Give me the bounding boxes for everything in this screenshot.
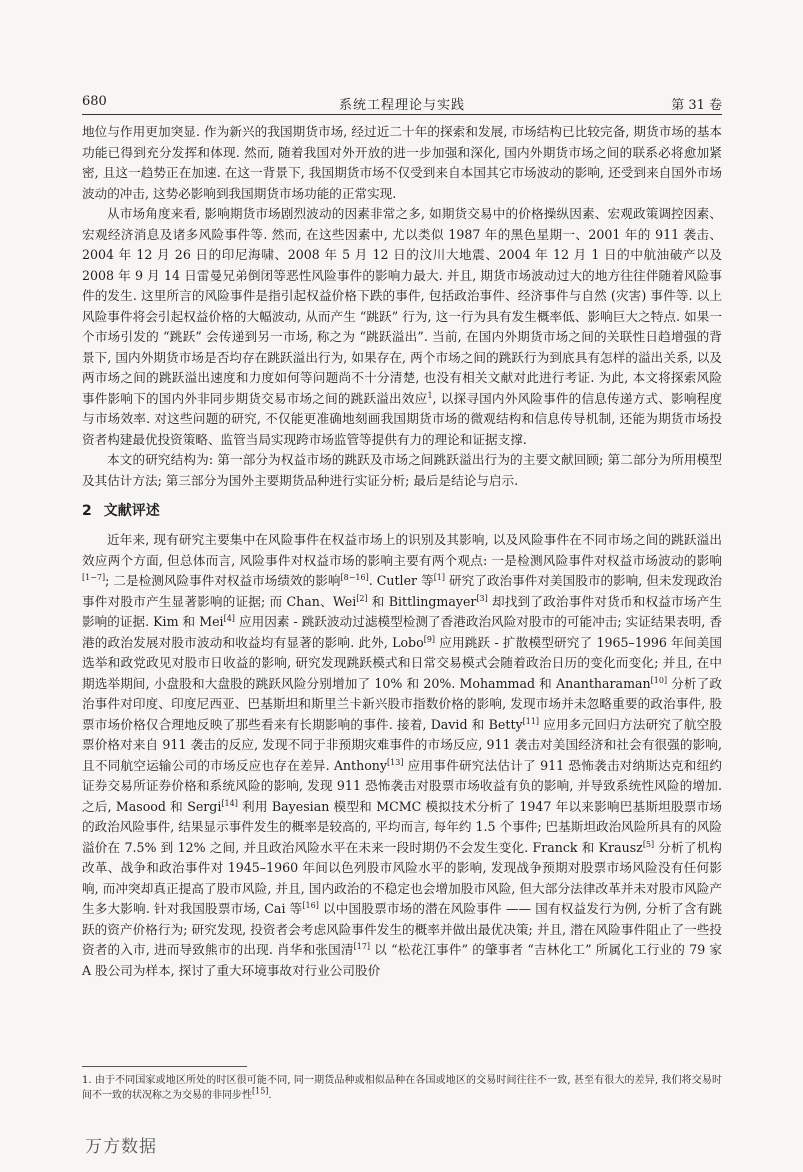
citation[interactable]: [3] <box>476 593 488 603</box>
citation[interactable]: [8−16] <box>340 572 369 582</box>
section-title: 文献评述 <box>103 503 160 519</box>
citation[interactable]: [13] <box>387 757 404 767</box>
paragraph-structure: 本文的研究结构为: 第一部分为权益市场的跳跃及市场之间跳跃溢出行为的主要文献回顾; 第二部分为所用模型及其估计方法; 第三部分为国外主要期货品种进行实证分析; 最后是结论与启示. <box>82 452 722 488</box>
citation[interactable]: [2] <box>356 593 368 603</box>
paragraph-text: 利用 Bayesian 模型和 MCMC 模拟技术分析了 1947 年以来影响巴基斯坦股票市场的政治风险事件, 结果显示事件发生的概率是较高的, 平均而言, 每年约 1.5 个事件; 巴基斯坦政治风险所具有的风险溢价在 7.5% 到 12% 之间, 并且政治风险水平在未来一段时期仍不会发生变化. Franck 和 Krausz <box>82 798 722 855</box>
section-heading <box>82 500 722 522</box>
paragraph-market-perspective <box>82 204 722 450</box>
citation[interactable]: [14] <box>221 798 238 808</box>
citation[interactable]: [4] <box>223 613 235 623</box>
watermark-logo: 万方数据 <box>85 1137 157 1157</box>
volume-label: 第 31 卷 <box>671 98 722 113</box>
paragraph-text: 从市场角度来看, 影响期货市场剧烈波动的因素非常之多, 如期货交易中的价格操纵因素、宏观政策调控因素、宏观经济消息及诸多风险事件等. 然而, 在这些因素中, 尤以类似 1987 年的黑色星期一、2001 年的 911 袭击、2004 年 12 月 26 日的印尼海啸、2008 年 5 月 12 日的汶川大地震、2004 年 12 月 1 日的中航油破产以及 2008 年 9 月 14 日雷曼兄弟倒闭等恶性风险事件的影响力最大. 并且, 期货市场波动过大的地方往往伴随着风险事件的发生. 这里所言的风险事件是指引起权益价格下跌的事件, 包括政治事件、经济事件与自然 (灾害) 事件等. 以上风险事件将会引起权益价格的大幅波动, 从而产生 “跳跃” 行为, 这一行为具有发生概率低、影响巨大之特点. 如果一个市场引发的 “跳跃” 会传递到另一市场, 称之为 “跳跃溢出”. 当前, 在国内外期货市场之间的关联性日趋增强的背景下, 国内外期货市场是否均存在跳跃溢出行为, 如果存在, 两个市场之间的跳跃行为到底具有怎样的溢出关系, 以及两市场之间的跳跃溢出速度和力度如何等问题尚不十分清楚, 也没有相关文献对此进行考证. 为此, 本文将探索风险事件影响下的国内外非同步期货交易市场之间的跳跃溢出效应 <box>82 206 722 406</box>
footnote <box>82 1073 722 1103</box>
page-number: 680 <box>82 94 107 109</box>
citation[interactable]: [10] <box>650 675 668 685</box>
paragraph-text: 分析了政治事件对印度、印度尼西亚、巴基斯坦和斯里兰卡新兴股市指数价格的影响, 发现市场并未忽略重要的政治事件, 股票市场价格仅合理地反映了那些看来有长期影响的事件. 接着, David 和 Betty <box>82 675 722 732</box>
running-header <box>82 92 722 115</box>
citation[interactable]: [16] <box>302 900 319 910</box>
citation[interactable]: [15] <box>252 1086 269 1096</box>
paragraph-text: 和 Bittlingmayer <box>367 593 477 609</box>
paragraph-literature-review <box>82 530 722 981</box>
footnote-text: 1. 由于不同国家或地区所处的时区很可能不同, 同一期货品种或相似品种在各国或地区的交易时间往往不一致, 甚至有很大的差异, 我们将交易时间不一致的状况称之为交易的非同步性 <box>82 1075 722 1101</box>
footnote-marker[interactable]: 1 <box>427 390 433 400</box>
paragraph-text: 研究了政治事件对美国股市的影响, 但未发现政治事件对股市产生显著影响的证据; 而 Chan、Wei <box>82 573 722 609</box>
citation[interactable]: [5] <box>642 839 655 849</box>
paragraph-text: , 以探寻国内外风险事件的信息传递方式、影响程度与市场效率. 对这些问题的研究, 不仅能更准确地刻画我国期货市场的微观结构和信息传导机制, 还能为期货市场投资者构建最优投资策略、监管当局实现跨市场监管等提供有力的理论和证据支撑. <box>82 390 722 447</box>
citation[interactable]: [11] <box>522 716 540 726</box>
paragraph-text: ; 二是检测风险事件对权益市场绩效的影响 <box>105 573 341 588</box>
citation[interactable]: [17] <box>353 941 371 951</box>
paragraph-intro-continued: 地位与作用更加突显. 作为新兴的我国期货市场, 经过近二十年的探索和发展, 市场结构已比较完备, 期货市场的基本功能已得到充分发挥和体现. 然而, 随着我国对外开放的进一步加强和深化, 国内外期货市场之间的联系必将愈加紧密, 且这一趋势正在加速. 在这一背景下, 我国期货市场不仅受到来自本国其它市场波动的影响, 还受到来自国外市场波动的冲击, 这势必影响到我国期货市场功能的正常实现. <box>82 124 722 201</box>
article-body <box>82 122 722 981</box>
paragraph-text: 应用事件研究法估计了 911 恐怖袭击对纳斯达克和纽约证券交易所证券价格和系统风险的影响, 发现 911 恐怖袭击对股票市场收益有负的影响, 并导致系统性风险的增加. 之后, Masood 和 Sergi <box>82 757 722 814</box>
footnote-text: . <box>268 1090 272 1101</box>
footnote-divider <box>82 1066 247 1067</box>
citation[interactable]: [1−7] <box>82 572 106 582</box>
paragraph-text: 分析了机构改革、战争和政治事件对 1945–1960 年间以色列股市风险水平的影响, 发现战争预期对股票市场风险没有任何影响, 而冲突却真正提高了股市风险, 并且, 国内政治的不稳定也会增加股市风险, 但大部分法律改革并未对股市风险产生多大影响. 针对我国股票市场, Cai 等 <box>82 839 722 916</box>
paragraph-text: 近年来, 现有研究主要集中在风险事件在权益市场上的识别及其影响, 以及风险事件在不同市场之间的跳跃溢出效应两个方面, 但总体而言, 风险事件对权益市场的影响主要有两个观点: 一是检测风险事件对权益市场波动的影响 <box>82 532 722 568</box>
paragraph-text: 却找到了政治事件对货币和权益市场产生影响的证据. Kim 和 Mei <box>82 593 722 629</box>
citation[interactable]: [9] <box>423 634 436 644</box>
citation[interactable]: [1] <box>433 572 446 582</box>
paragraph-text: 应用多元回归方法研究了航空股票价格对来自 911 袭击的反应, 发现不同于非预期灾难事件的市场反应, 911 袭击对美国经济和社会有很强的影响, 且不同航空运输公司的市场反应也存在差异. Anthony <box>82 716 722 773</box>
paragraph-text: 以中国股票市场的潜在风险事件 —— 国有权益发行为例, 分析了含有跳跃的资产价格行为; 研究发现, 投资者会考虑风险事件发生的概率并做出最优决策; 并且, 潜在风险事件阻止了一些投资者的入市, 进而导致熊市的出现. 肖华和张国清 <box>82 901 722 957</box>
paragraph-text: 应用跳跃 - 扩散模型研究了 1965–1996 年间美国选举和政党政见对股市日收益的影响, 研究发现跳跃模式和日常交易模式会随着政治日历的变化而变化; 并且, 在中期选举期间, 小盘股和大盘股的跳跃风险分别增加了 10% 和 20%. Mohammad 和 Anantharaman <box>82 634 722 691</box>
journal-title: 系统工程理论与实践 <box>338 98 465 113</box>
section-number: 2 <box>82 503 92 519</box>
paragraph-text: 以 “松花江事件” 的肇事者 “吉林化工” 所属化工行业的 79 家 A 股公司为样本, 探讨了重大环境事故对行业公司股价 <box>82 942 722 978</box>
paragraph-text: . Cutler 等 <box>368 573 434 588</box>
paragraph-text: 应用因素 - 跳跃波动过滤模型检测了香港政治风险对股市的可能冲击; 实证结果表明, 香港的政治发展对股市波动和收益均有显著的影响. 此外, Lobo <box>82 614 722 650</box>
